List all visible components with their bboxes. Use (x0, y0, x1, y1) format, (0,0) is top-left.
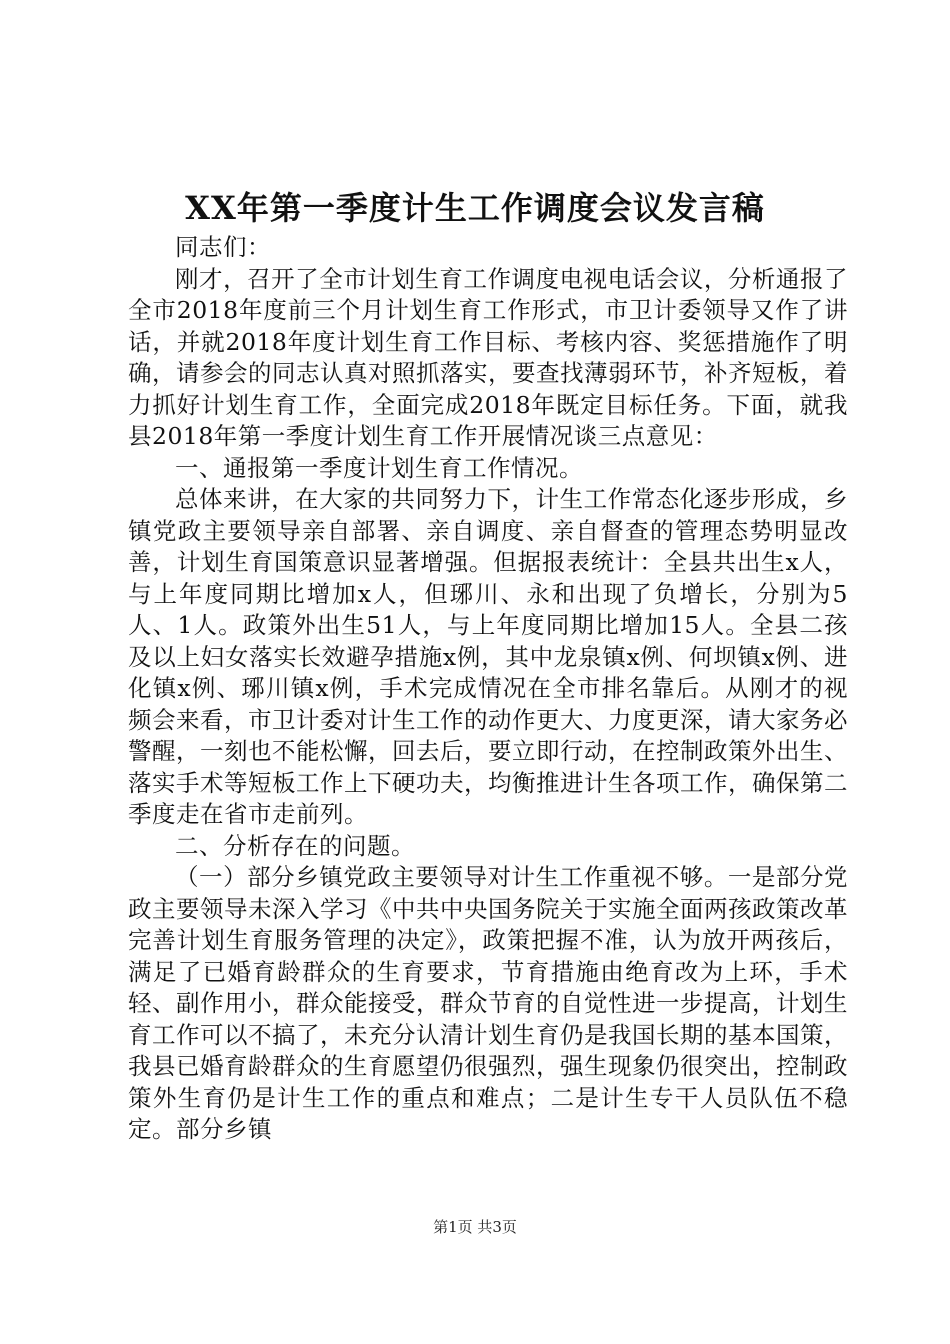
paragraph-salutation: 同志们： (175, 233, 271, 261)
paragraph-problems: （一）部分乡镇党政主要领导对计生工作重视不够。一是部分党政主要领导未深入学习《中共中央国务院关于实施全面两孩政策改革完善计划生育服务管理的决定》，政策把握不准，认为放开两孩后，满足了已婚育龄群众的生育要求，节育措施由绝育改为上环，手术轻、副作用小，群众能接受，群众节育的自觉性进一步提高，计划生育工作可以不搞了，未充分认清计划生育仍是我国长期的基本国策，我县已婚育龄群众的生育愿望仍很强烈，强生现象仍很突出，控制政策外生育仍是计生工作的重点和难点；二是计生专干人员队伍不稳定。部分乡镇 (128, 863, 848, 1143)
document-body (128, 232, 848, 1146)
paragraph-situation: 总体来讲，在大家的共同努力下，计生工作常态化逐步形成，乡镇党政主要领导亲自部署、亲自调度、亲自督查的管理态势明显改善，计划生育国策意识显著增强。但据报表统计：全县共出生x人，与上年度同期比增加x人，但琊川、永和出现了负增长，分别为5人、1人。政策外出生51人，与上年度同期比增加15人。全县二孩及以上妇女落实长效避孕措施x例，其中龙泉镇x例、何坝镇x例、进化镇x例、琊川镇x例，手术完成情况在全市排名靠后。从刚才的视频会来看，市卫计委对计生工作的动作更大、力度更深，请大家务必警醒，一刻也不能松懈，回去后，要立即行动，在控制政策外出生、落实手术等短板工作上下硬功夫，均衡推进计生各项工作，确保第二季度走在省市走前列。 (128, 485, 848, 828)
document-title: XX年第一季度计生工作调度会议发言稿 (185, 189, 765, 227)
section-heading-1: 一、通报第一季度计划生育工作情况。 (175, 453, 583, 482)
section-heading-2: 二、分析存在的问题。 (175, 831, 415, 860)
page-number-footer: 第1页 共3页 (433, 1218, 517, 1236)
paragraph-intro: 刚才，召开了全市计划生育工作调度电视电话会议，分析通报了全市2018年度前三个月计划生育工作形式，市卫计委领导又作了讲话，并就2018年度计划生育工作目标、考核内容、奖惩措施作了明确，请参会的同志认真对照抓落实，要查找薄弱环节，补齐短板，着力抓好计划生育工作，全面完成2018年既定目标任务。下面，就我县2018年第一季度计划生育工作开展情况谈三点意见： (128, 264, 848, 450)
